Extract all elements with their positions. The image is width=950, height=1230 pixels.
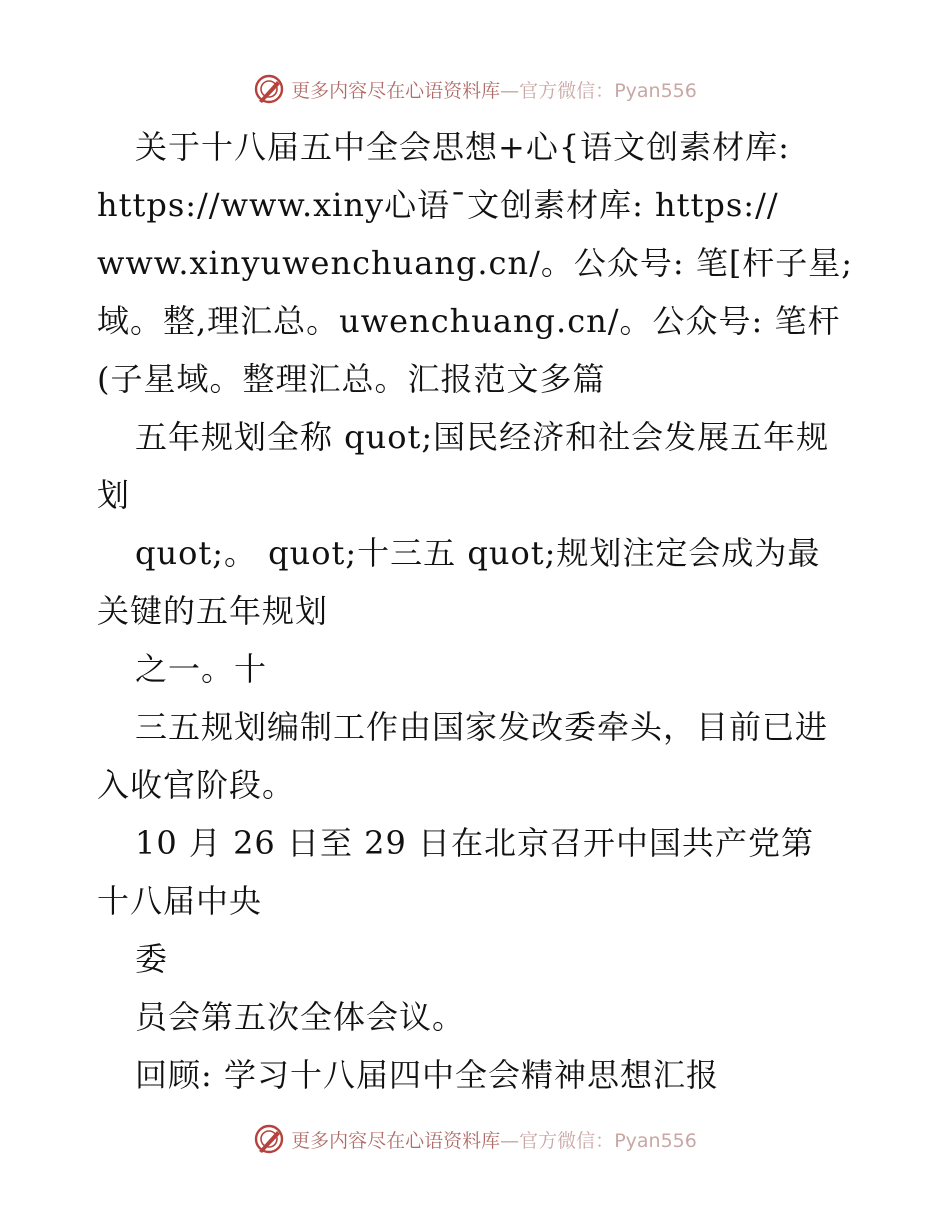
text-line-11: 三五规划编制工作由国家发改委牵头，目前已进: [135, 708, 829, 746]
text-line-10: 之一。十: [135, 650, 268, 688]
text-line-15: 委: [135, 940, 169, 978]
text-line-5: (子星域。整理汇总。汇报范文多篇: [97, 360, 606, 398]
text-line-2: https://www.xiny心语¯文创素材库: https://: [97, 186, 779, 224]
text-line-9: 关键的五年规划: [97, 592, 329, 630]
text-line-12: 入收官阶段。: [97, 766, 296, 804]
banner-caption: 更多内容尽在心语资料库—官方微信：Pyan556: [291, 79, 697, 102]
text-line-13: 10 月 26 日至 29 日在北京召开中国共产党第: [135, 824, 815, 862]
text-line-14: 十八届中央: [97, 882, 263, 920]
text-line-6: 五年规划全称 quot;国民经济和社会发展五年规: [135, 418, 830, 456]
text-line-8: quot;。 quot;十三五 quot;规划注定会成为最: [135, 534, 821, 572]
document-body: [97, 118, 867, 1104]
footer-watermark-banner: [0, 1122, 950, 1156]
text-line-7: 划: [97, 476, 131, 514]
text-line-1: 关于十八届五中全会思想+心{语文创素材库:: [135, 128, 790, 166]
pen-logo-icon: [253, 1123, 285, 1155]
text-line-4: 域。整,理汇总。uwenchuang.cn/。公众号: 笔杆: [97, 302, 841, 340]
text-line-16: 员会第五次全体会议。: [135, 998, 466, 1036]
banner-caption: 更多内容尽在心语资料库—官方微信：Pyan556: [291, 1129, 697, 1152]
text-line-17: 回顾: 学习十八届四中全会精神思想汇报: [135, 1056, 719, 1094]
header-watermark-banner: [0, 72, 950, 106]
text-line-3: www.xinyuwenchuang.cn/。公众号: 笔[杆子星;: [97, 244, 854, 282]
pen-logo-icon: [253, 73, 285, 105]
